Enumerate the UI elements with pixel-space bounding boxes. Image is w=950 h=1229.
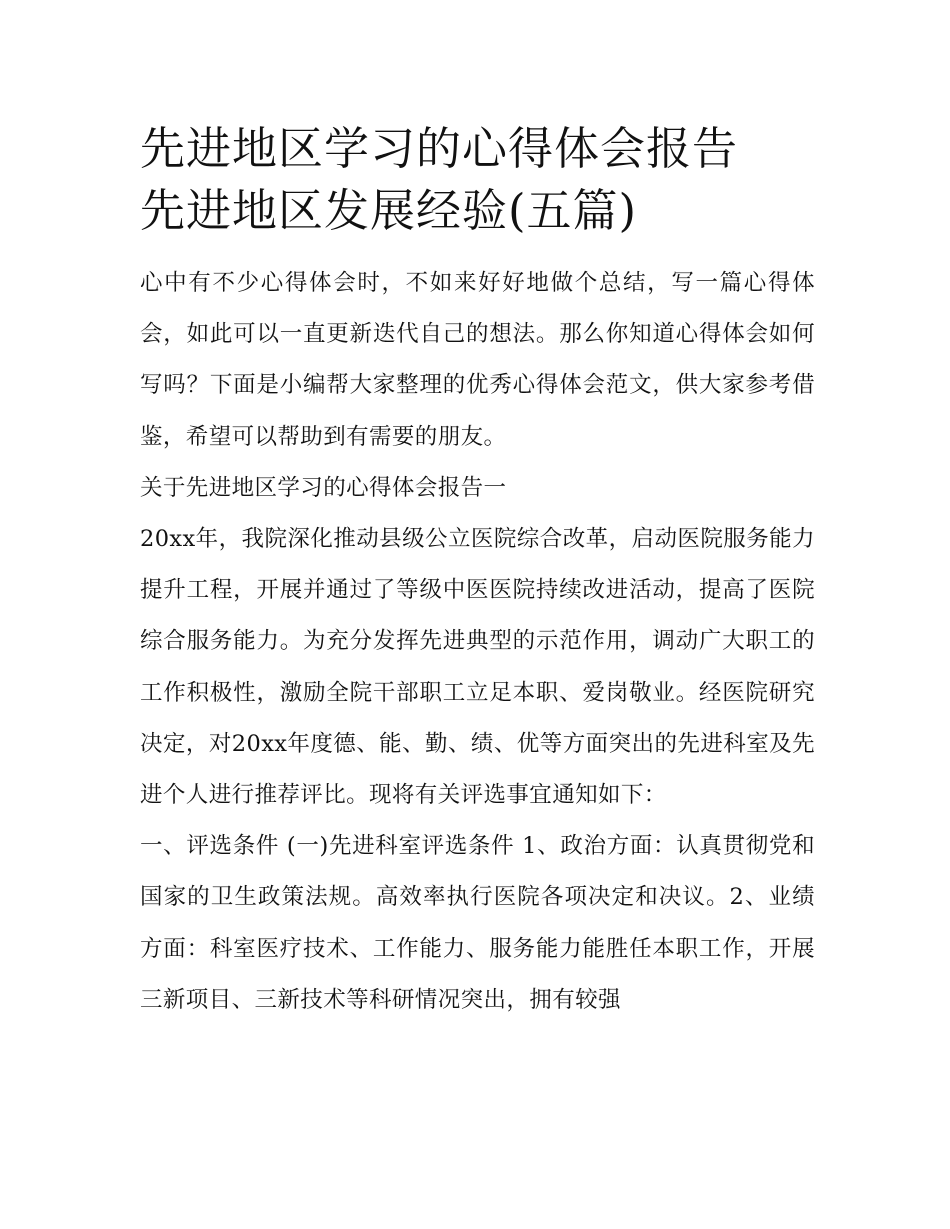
title-line-1: 先进地区学习的心得体会报告: [140, 122, 739, 175]
title-line-2: 先进地区发展经验(五篇): [140, 184, 638, 237]
document-content: [140, 118, 815, 1026]
document-body: [140, 258, 815, 1026]
body-paragraph: 20xx年，我院深化推动县级公立医院综合改革，启动医院服务能力提升工程，开展并通过了等级中医医院持续改进活动，提高了医院综合服务能力。为充分发挥先进典型的示范作用，调动广大职工的工作积极性，激励全院干部职工立足本职、爱岗敬业。经医院研究决定，对20xx年度德、能、勤、绩、优等方面突出的先进科室及先进个人进行推荐评比。现将有关评选事宜通知如下：: [140, 526, 815, 809]
section-heading: 关于先进地区学习的心得体会报告一: [140, 474, 507, 501]
criteria-paragraph: 一、评选条件 (一)先进科室评选条件 1、政治方面：认真贯彻党和国家的卫生政策法规。高效率执行医院各项决定和决议。2、业绩方面：科室医疗技术、工作能力、服务能力能胜任本职工作，开展三新项目、三新技术等科研情况突出，拥有较强: [140, 833, 815, 1013]
document-title: [140, 118, 815, 242]
intro-paragraph: 心中有不少心得体会时，不如来好好地做个总结，写一篇心得体会，如此可以一直更新迭代自己的想法。那么你知道心得体会如何写吗？下面是小编帮大家整理的优秀心得体会范文，供大家参考借鉴，希望可以帮助到有需要的朋友。: [140, 270, 815, 450]
